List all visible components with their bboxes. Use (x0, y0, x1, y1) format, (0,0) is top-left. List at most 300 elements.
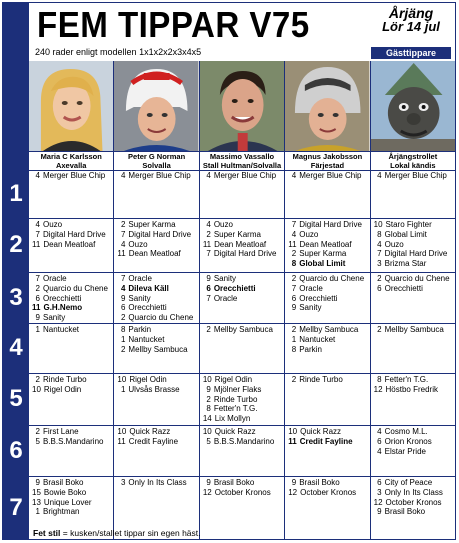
horse-name: Digital Hard Drive (213, 249, 277, 259)
horse-pick (203, 414, 281, 424)
race-number: 5 (9, 385, 23, 412)
horse-pick (117, 284, 195, 294)
horse-name: Staro Fighter (385, 220, 432, 229)
tip-cell-race5-tipster5 (370, 373, 455, 425)
v75-tips-panel (2, 2, 456, 540)
horse-name: G.H.Nemo (43, 303, 83, 313)
horse-number: 7 (291, 283, 297, 293)
horse-number: 3 (377, 487, 382, 497)
horse-pick (203, 375, 281, 385)
horse-number: 2 (377, 274, 382, 283)
horse-name: October Kronos (214, 487, 271, 497)
tipster-photo-3 (199, 61, 284, 151)
race-number: 6 (9, 436, 23, 464)
horse-name: Oracle (43, 274, 67, 283)
horse-pick (117, 171, 195, 181)
horse-number: 2 (35, 283, 40, 293)
horse-pick (288, 437, 366, 447)
horse-name: Sanity (128, 293, 151, 303)
horse-name: Brasil Boko (384, 507, 426, 517)
tip-cell-race1-tipster4 (284, 169, 369, 218)
horse-pick (32, 274, 110, 284)
horse-name: Mjölner Flaks (213, 384, 262, 394)
horse-pick (374, 447, 452, 457)
horse-name: Only In Its Class (128, 478, 187, 487)
horse-pick (117, 240, 195, 250)
horse-name: Sanity (43, 313, 66, 323)
horse-pick (117, 230, 195, 240)
horse-pick (117, 385, 195, 395)
horse-number: 10 (202, 375, 212, 384)
horse-number: 2 (291, 249, 297, 259)
horse-pick (374, 375, 452, 385)
horse-pick (203, 230, 281, 240)
tipster-name-5: Årjängstrollet Lokal kändis (370, 152, 455, 170)
race-number: 3 (9, 283, 23, 311)
horse-pick (32, 240, 110, 250)
horse-pick (288, 220, 366, 230)
horse-name: Digital Hard Drive (43, 229, 106, 239)
race-number: 4 (9, 334, 23, 361)
race-tip-cells (29, 323, 455, 373)
horse-pick (203, 404, 281, 414)
horse-number: 10 (32, 384, 41, 394)
horse-number: 3 (377, 259, 382, 269)
horse-name: Orecchietti (213, 283, 256, 293)
horse-pick (117, 294, 195, 304)
horse-number: 7 (291, 220, 297, 229)
horse-pick (32, 294, 110, 304)
horse-pick (117, 335, 195, 345)
horse-name: Dean Meatloaf (128, 249, 181, 259)
horse-pick (374, 385, 452, 395)
horse-number: 9 (35, 313, 40, 323)
horse-number: 9 (206, 384, 211, 394)
horse-number: 1 (120, 334, 126, 344)
tip-cell-race2-tipster5 (370, 218, 455, 272)
horse-pick (374, 498, 452, 508)
horse-number: 6 (377, 478, 382, 487)
horse-pick (374, 507, 452, 517)
horse-pick (288, 249, 366, 259)
horse-pick (203, 240, 281, 250)
tipster-photo-5 (370, 61, 455, 151)
horse-name: B.B.S.Mandarino (43, 436, 104, 446)
horse-name: Nantucket (299, 334, 336, 344)
horse-pick (117, 478, 195, 488)
horse-name: Merger Blue Chip (43, 171, 106, 180)
horse-name: Orion Kronos (384, 436, 432, 446)
horse-number: 5 (206, 436, 211, 446)
horse-pick (288, 335, 366, 345)
horse-pick (32, 507, 110, 517)
race-row-1 (3, 169, 455, 219)
tip-cell-race1-tipster5 (370, 169, 455, 218)
horse-number: 9 (291, 478, 297, 487)
race-row-5 (3, 373, 455, 426)
horse-number: 1 (35, 325, 40, 334)
horse-number: 8 (206, 404, 211, 414)
horse-name: Digital Hard Drive (128, 229, 192, 239)
horse-pick (117, 220, 195, 230)
horse-number: 4 (120, 171, 126, 180)
horse-number: 4 (291, 229, 297, 239)
horse-pick (117, 274, 195, 284)
horse-number: 7 (120, 229, 126, 239)
horse-pick (117, 303, 195, 313)
tip-cell-race6-tipster3 (199, 425, 284, 476)
tip-cell-race3-tipster4 (284, 272, 369, 323)
horse-number: 10 (288, 427, 298, 436)
horse-name: Orecchietti (299, 293, 338, 303)
horse-number: 11 (32, 303, 41, 313)
tip-cell-race2-tipster1 (29, 218, 113, 272)
horse-name: Unique Lover (43, 497, 92, 507)
horse-number: 4 (120, 283, 126, 293)
horse-pick (288, 325, 366, 335)
horse-number: 2 (120, 344, 126, 354)
horse-number: 11 (202, 239, 212, 249)
horse-number: 4 (35, 171, 40, 180)
tipster-photo-4 (284, 61, 369, 151)
horse-name: Quarcio du Chene (384, 274, 450, 283)
horse-pick (117, 249, 195, 259)
horse-pick (203, 284, 281, 294)
horse-pick (32, 313, 110, 323)
horse-pick (288, 427, 366, 437)
horse-name: Quick Razz (129, 427, 171, 436)
horse-name: Credit Fayline (128, 436, 179, 446)
horse-name: Brasil Boko (43, 478, 84, 487)
race-tip-cells (29, 373, 455, 425)
race-tip-cells (29, 272, 455, 323)
horse-pick (374, 220, 452, 230)
horse-name: Merger Blue Chip (213, 171, 277, 180)
horse-name: Rinde Turbo (299, 375, 343, 384)
horse-name: Dean Meatloaf (43, 239, 96, 249)
tip-cell-race6-tipster5 (370, 425, 455, 476)
horse-pick (203, 220, 281, 230)
horse-name: Elstar Pride (384, 446, 426, 456)
horse-name: Ouzo (128, 239, 148, 249)
horse-number: 4 (377, 427, 382, 436)
horse-name: Quick Razz (214, 427, 256, 436)
horse-pick (117, 345, 195, 355)
horse-name: Rigel Odin (214, 375, 253, 384)
horse-number: 6 (35, 293, 40, 303)
tip-cell-race6-tipster2 (113, 425, 198, 476)
horse-pick (32, 498, 110, 508)
horse-name: Mellby Sambuca (384, 325, 444, 334)
horse-name: Brizma Star (384, 259, 427, 269)
horse-number: 9 (206, 274, 211, 283)
horse-pick (288, 230, 366, 240)
horse-number: 9 (291, 303, 297, 313)
horse-name: Quarcio du Chene (128, 313, 194, 323)
tip-cell-race5-tipster4 (284, 373, 369, 425)
horse-pick (374, 274, 452, 284)
venue-date (371, 6, 451, 34)
horse-name: Dean Meatloaf (299, 239, 352, 249)
horse-name: B.B.S.Mandarino (213, 436, 275, 446)
horse-number: 11 (117, 249, 126, 259)
horse-number: 4 (206, 171, 211, 180)
tipster-name-2: Peter G Norman Solvalla (113, 152, 198, 170)
horse-name: Nantucket (128, 334, 165, 344)
horse-number: 4 (377, 171, 382, 180)
race-row-4 (3, 323, 455, 374)
horse-name: Merger Blue Chip (384, 171, 447, 180)
horse-pick (203, 395, 281, 405)
horse-number: 10 (202, 427, 212, 436)
horse-name: Super Karma (299, 249, 347, 259)
horse-number: 2 (206, 325, 211, 334)
tipster-name-4: Magnus Jakobsson Färjestad (284, 152, 369, 170)
horse-number: 4 (206, 220, 211, 229)
race-number: 2 (9, 231, 23, 258)
horse-name: Rinde Turbo (43, 375, 87, 384)
horse-name: Cosmo M.L. (384, 427, 428, 436)
horse-number: 2 (120, 313, 126, 323)
horse-name: Sanity (299, 303, 322, 313)
horse-name: Super Karma (128, 220, 176, 229)
horse-number: 9 (206, 478, 211, 487)
tip-cell-race3-tipster3 (199, 272, 284, 323)
horse-name: Only In Its Class (384, 487, 443, 497)
tip-cell-race1-tipster3 (199, 169, 284, 218)
horse-pick (203, 249, 281, 259)
horse-number: 9 (35, 478, 40, 487)
horse-number: 6 (377, 436, 382, 446)
horse-number: 7 (35, 229, 40, 239)
horse-number: 9 (377, 507, 382, 517)
horse-number: 14 (202, 414, 212, 424)
horse-number: 6 (120, 303, 126, 313)
horse-pick (203, 325, 281, 335)
horse-pick (32, 220, 110, 230)
horse-pick (288, 375, 366, 385)
horse-number: 6 (206, 283, 211, 293)
horse-name: Brightman (43, 507, 80, 517)
horse-name: Quarcio du Chene (43, 283, 108, 293)
horse-number: 7 (377, 249, 382, 259)
horse-name: Mellby Sambuca (299, 325, 359, 334)
horse-name: Rigel Odin (43, 384, 82, 394)
horse-name: Ulvsås Brasse (128, 384, 180, 394)
horse-number: 7 (35, 274, 40, 283)
horse-number: 2 (291, 325, 297, 334)
tip-cell-race5-tipster1 (29, 373, 113, 425)
horse-pick (203, 427, 281, 437)
horse-pick (32, 427, 110, 437)
horse-name: October Kronos (385, 497, 442, 507)
tipster-photo-2 (113, 61, 198, 151)
horse-pick (117, 437, 195, 447)
horse-pick (32, 284, 110, 294)
horse-name: Credit Fayline (299, 436, 353, 446)
horse-pick (374, 427, 452, 437)
horse-pick (288, 274, 366, 284)
horse-pick (32, 375, 110, 385)
horse-number: 4 (377, 239, 382, 249)
horse-number: 12 (373, 497, 383, 507)
tip-cell-race5-tipster3 (199, 373, 284, 425)
horse-pick (374, 437, 452, 447)
horse-name: Orecchietti (128, 303, 167, 313)
horse-pick (203, 171, 281, 181)
horse-number: 1 (35, 507, 40, 517)
horse-pick (288, 478, 366, 488)
horse-pick (203, 294, 281, 304)
horse-number: 4 (291, 171, 297, 180)
tip-cell-race4-tipster5 (370, 323, 455, 373)
horse-name: Oracle (213, 293, 238, 303)
horse-number: 7 (120, 274, 126, 283)
horse-number: 11 (288, 239, 297, 249)
horse-name: October Kronos (300, 487, 357, 497)
horse-pick (288, 240, 366, 250)
tip-cell-race1-tipster1 (29, 169, 113, 218)
tip-cell-race1-tipster2 (113, 169, 198, 218)
tipster-photos (29, 61, 455, 151)
horse-name: Merger Blue Chip (299, 171, 362, 180)
tip-cell-race2-tipster4 (284, 218, 369, 272)
horse-name: Dean Meatloaf (214, 239, 267, 249)
horse-name: Mellby Sambuca (213, 325, 273, 334)
horse-number: 6 (291, 293, 297, 303)
horse-pick (288, 259, 366, 269)
horse-pick (203, 488, 281, 498)
horse-pick (32, 303, 110, 313)
tip-cell-race3-tipster2 (113, 272, 198, 323)
horse-number: 2 (377, 325, 382, 334)
horse-pick (374, 230, 452, 240)
horse-pick (32, 385, 110, 395)
tipster-photo-1 (29, 61, 113, 151)
guest-badge: Gästtippare (371, 47, 451, 59)
horse-number: 11 (32, 239, 41, 249)
horse-name: Digital Hard Drive (384, 249, 448, 259)
venue-name: Årjäng (388, 5, 434, 21)
horse-number: 8 (291, 259, 297, 269)
horse-number: 2 (291, 375, 297, 384)
horse-name: Orecchietti (43, 293, 82, 303)
horse-number: 2 (120, 220, 126, 229)
horse-name: Brasil Boko (213, 478, 255, 487)
footer-legend (29, 525, 455, 541)
horse-number: 2 (35, 427, 40, 436)
horse-number: 2 (206, 394, 211, 404)
horse-name: Parkin (128, 325, 152, 334)
horse-pick (288, 284, 366, 294)
race-number: 7 (9, 493, 23, 521)
horse-name: Ouzo (213, 220, 233, 229)
horse-number: 7 (206, 293, 211, 303)
horse-pick (288, 345, 366, 355)
horse-pick (374, 240, 452, 250)
tip-cell-race3-tipster5 (370, 272, 455, 323)
race-date: Lör 14 jul (382, 19, 440, 34)
horse-number: 11 (117, 436, 126, 446)
race-row-6 (3, 425, 455, 477)
race-tip-cells (29, 218, 455, 272)
race-tip-cells (29, 169, 455, 218)
tipster-names-row (29, 151, 455, 171)
horse-number: 8 (377, 375, 382, 384)
horse-number: 6 (377, 283, 382, 293)
horse-pick (203, 478, 281, 488)
tip-cell-race5-tipster2 (113, 373, 198, 425)
horse-pick (32, 230, 110, 240)
horse-number: 13 (32, 497, 41, 507)
horse-number: 2 (206, 229, 211, 239)
horse-name: Fetter'n T.G. (213, 404, 258, 414)
horse-number: 4 (377, 446, 382, 456)
horse-name: Sanity (213, 274, 237, 283)
footer-legend-text: = kusken/stallet tippar sin egen häst. (60, 528, 201, 538)
race-row-3 (3, 272, 455, 324)
horse-pick (32, 171, 110, 181)
horse-name: Ouzo (299, 229, 319, 239)
horse-pick (117, 375, 195, 385)
horse-name: Ouzo (384, 239, 404, 249)
tip-cell-race4-tipster2 (113, 323, 198, 373)
horse-pick (117, 427, 195, 437)
horse-number: 4 (120, 239, 126, 249)
horse-number: 11 (288, 436, 297, 446)
horse-name: Merger Blue Chip (128, 171, 191, 180)
horse-number: 4 (35, 220, 40, 229)
horse-pick (374, 488, 452, 498)
horse-name: Super Karma (213, 229, 261, 239)
horse-pick (374, 259, 452, 269)
horse-name: Brasil Boko (299, 478, 340, 487)
horse-pick (117, 325, 195, 335)
tip-cell-race4-tipster1 (29, 323, 113, 373)
horse-number: 2 (35, 375, 40, 384)
tip-cell-race6-tipster4 (284, 425, 369, 476)
horse-pick (374, 284, 452, 294)
horse-name: Quarcio du Chene (299, 274, 365, 283)
horse-name: Ouzo (43, 220, 63, 229)
horse-name: Rinde Turbo (213, 394, 258, 404)
tip-cell-race6-tipster1 (29, 425, 113, 476)
horse-name: Rigel Odin (129, 375, 167, 384)
footer-bold-label: Fet stil (33, 528, 61, 538)
horse-number: 8 (377, 229, 382, 239)
race-row-2 (3, 218, 455, 273)
race-tip-cells (29, 425, 455, 476)
horse-number: 12 (202, 487, 212, 497)
horse-name: Bowie Boko (43, 487, 87, 497)
horse-number: 10 (373, 220, 383, 229)
horse-name: Oracle (299, 283, 323, 293)
horse-name: Oracle (128, 274, 152, 283)
horse-number: 12 (288, 487, 298, 497)
horse-number: 1 (120, 384, 126, 394)
horse-pick (32, 325, 110, 335)
header (29, 3, 455, 61)
horse-name: Mellby Sambuca (128, 344, 188, 354)
horse-name: Dileva Käll (128, 283, 169, 293)
horse-number: 12 (373, 384, 383, 394)
horse-pick (288, 303, 366, 313)
horse-pick (374, 325, 452, 335)
horse-number: 8 (120, 325, 126, 334)
horse-number: 1 (291, 334, 297, 344)
horse-name: Nantucket (43, 325, 80, 334)
tip-cell-race4-tipster4 (284, 323, 369, 373)
